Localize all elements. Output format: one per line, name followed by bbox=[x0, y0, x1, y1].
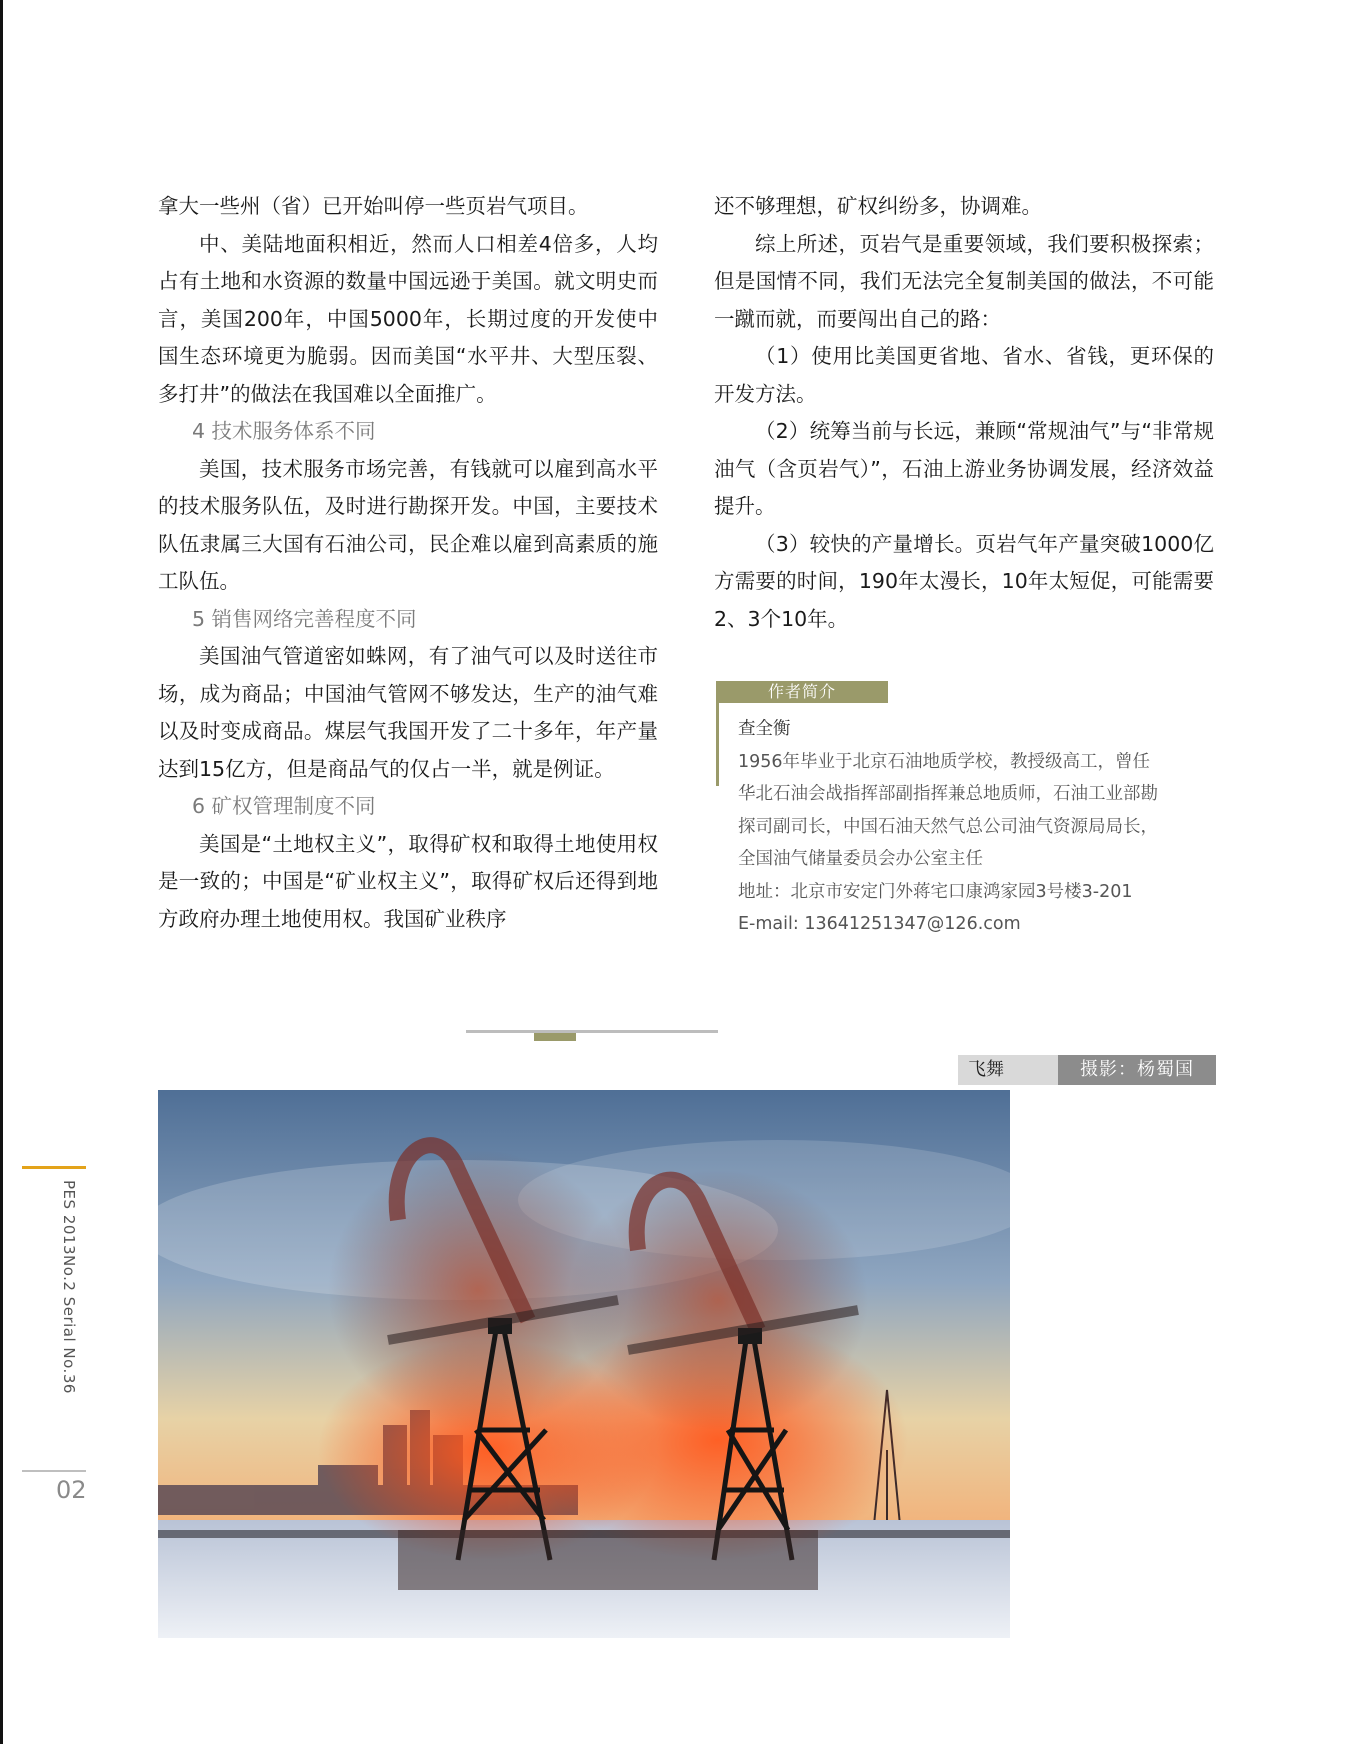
journal-issue-label: PES 2013No.2 Serial No.36 bbox=[60, 1180, 78, 1394]
paragraph: 拿大一些州（省）已开始叫停一些页岩气项目。 bbox=[158, 194, 589, 218]
page-number: 02 bbox=[56, 1476, 87, 1504]
paragraph: 中、美陆地面积相近，然而人口相差4倍多，人均占有土地和水资源的数量中国远逊于美国。就文明史而言，美国200年，中国5000年，长期过度的开发使中国生态环境更为脆弱。因而美国“水平井、大型压裂、多打井”的做法在我国难以全面推广。 bbox=[158, 231, 658, 406]
photo-title: 飞舞 bbox=[968, 1059, 1004, 1080]
paragraph: 美国，技术服务市场完善，有钱就可以雇到高水平的技术服务队伍，及时进行勘探开发。中国，主要技术队伍隶属三大国有石油公司，民企难以雇到高素质的施工队伍。 bbox=[158, 456, 658, 593]
paragraph: （3）较快的产量增长。页岩气年产量突破1000亿方需要的时间，190年太漫长，10年太短促，可能需要2、3个10年。 bbox=[714, 531, 1214, 631]
text-column-right bbox=[714, 188, 1214, 638]
divider-rule bbox=[466, 1030, 718, 1033]
paragraph: 美国油气管道密如蛛网，有了油气可以及时送往市场，成为商品；中国油气管网不够发达，生产的油气难以及时变成商品。煤层气我国开发了二十多年，年产量达到15亿方，但是商品气的仅占一半，就是例证。 bbox=[158, 644, 658, 781]
paragraph: 美国是“土地权主义”，取得矿权和取得土地使用权是一致的；中国是“矿业权主义”，取得矿权后还得到地方政府办理土地使用权。我国矿业秩序 bbox=[158, 831, 658, 931]
paragraph: （2）统筹当前与长远，兼顾“常规油气”与“非常规油气（含页岩气）”，石油上游业务协调发展，经济效益提升。 bbox=[714, 419, 1214, 518]
sidebar-divider bbox=[22, 1470, 86, 1472]
author-body bbox=[738, 713, 1218, 941]
author-email: E-mail: 13641251347@126.com bbox=[738, 914, 1021, 934]
section-heading: 5 销售网络完善程度不同 bbox=[192, 606, 417, 631]
pumpjack-illustration bbox=[158, 1090, 1010, 1638]
oil-pumpjack-photo bbox=[158, 1090, 1010, 1638]
author-bio-line: 1956年毕业于北京石油地质学校，教授级高工，曾任 bbox=[738, 751, 1151, 772]
text-column-left bbox=[158, 188, 658, 938]
author-profile-label: 作者简介 bbox=[716, 681, 888, 703]
author-name: 查全衡 bbox=[738, 719, 791, 739]
paragraph: （1）使用比美国更省地、省水、省钱，更环保的开发方法。 bbox=[714, 344, 1214, 406]
author-bio-line: 华北石油会战指挥部副指挥兼总地质师，石油工业部勘 bbox=[738, 784, 1158, 804]
author-address: 地址：北京市安定门外蒋宅口康鸿家园3号楼3-201 bbox=[738, 881, 1133, 902]
paragraph: 还不够理想，矿权纠纷多，协调难。 bbox=[714, 194, 1042, 218]
author-bio-line: 全国油气储量委员会办公室主任 bbox=[738, 849, 983, 869]
photo-credit: 摄影：杨蜀国 bbox=[1058, 1055, 1216, 1085]
section-heading: 4 技术服务体系不同 bbox=[192, 419, 376, 443]
page-edge-rule bbox=[0, 0, 3, 1744]
sidebar-accent-line bbox=[22, 1166, 86, 1169]
paragraph: 综上所述，页岩气是重要领域，我们要积极探索；但是国情不同，我们无法完全复制美国的做法，不可能一蹴而就，而要闯出自己的路： bbox=[714, 231, 1214, 331]
section-heading: 6 矿权管理制度不同 bbox=[192, 794, 376, 818]
author-bio-line: 探司副司长，中国石油天然气总公司油气资源局局长， bbox=[738, 816, 1158, 837]
divider-accent bbox=[534, 1033, 576, 1041]
